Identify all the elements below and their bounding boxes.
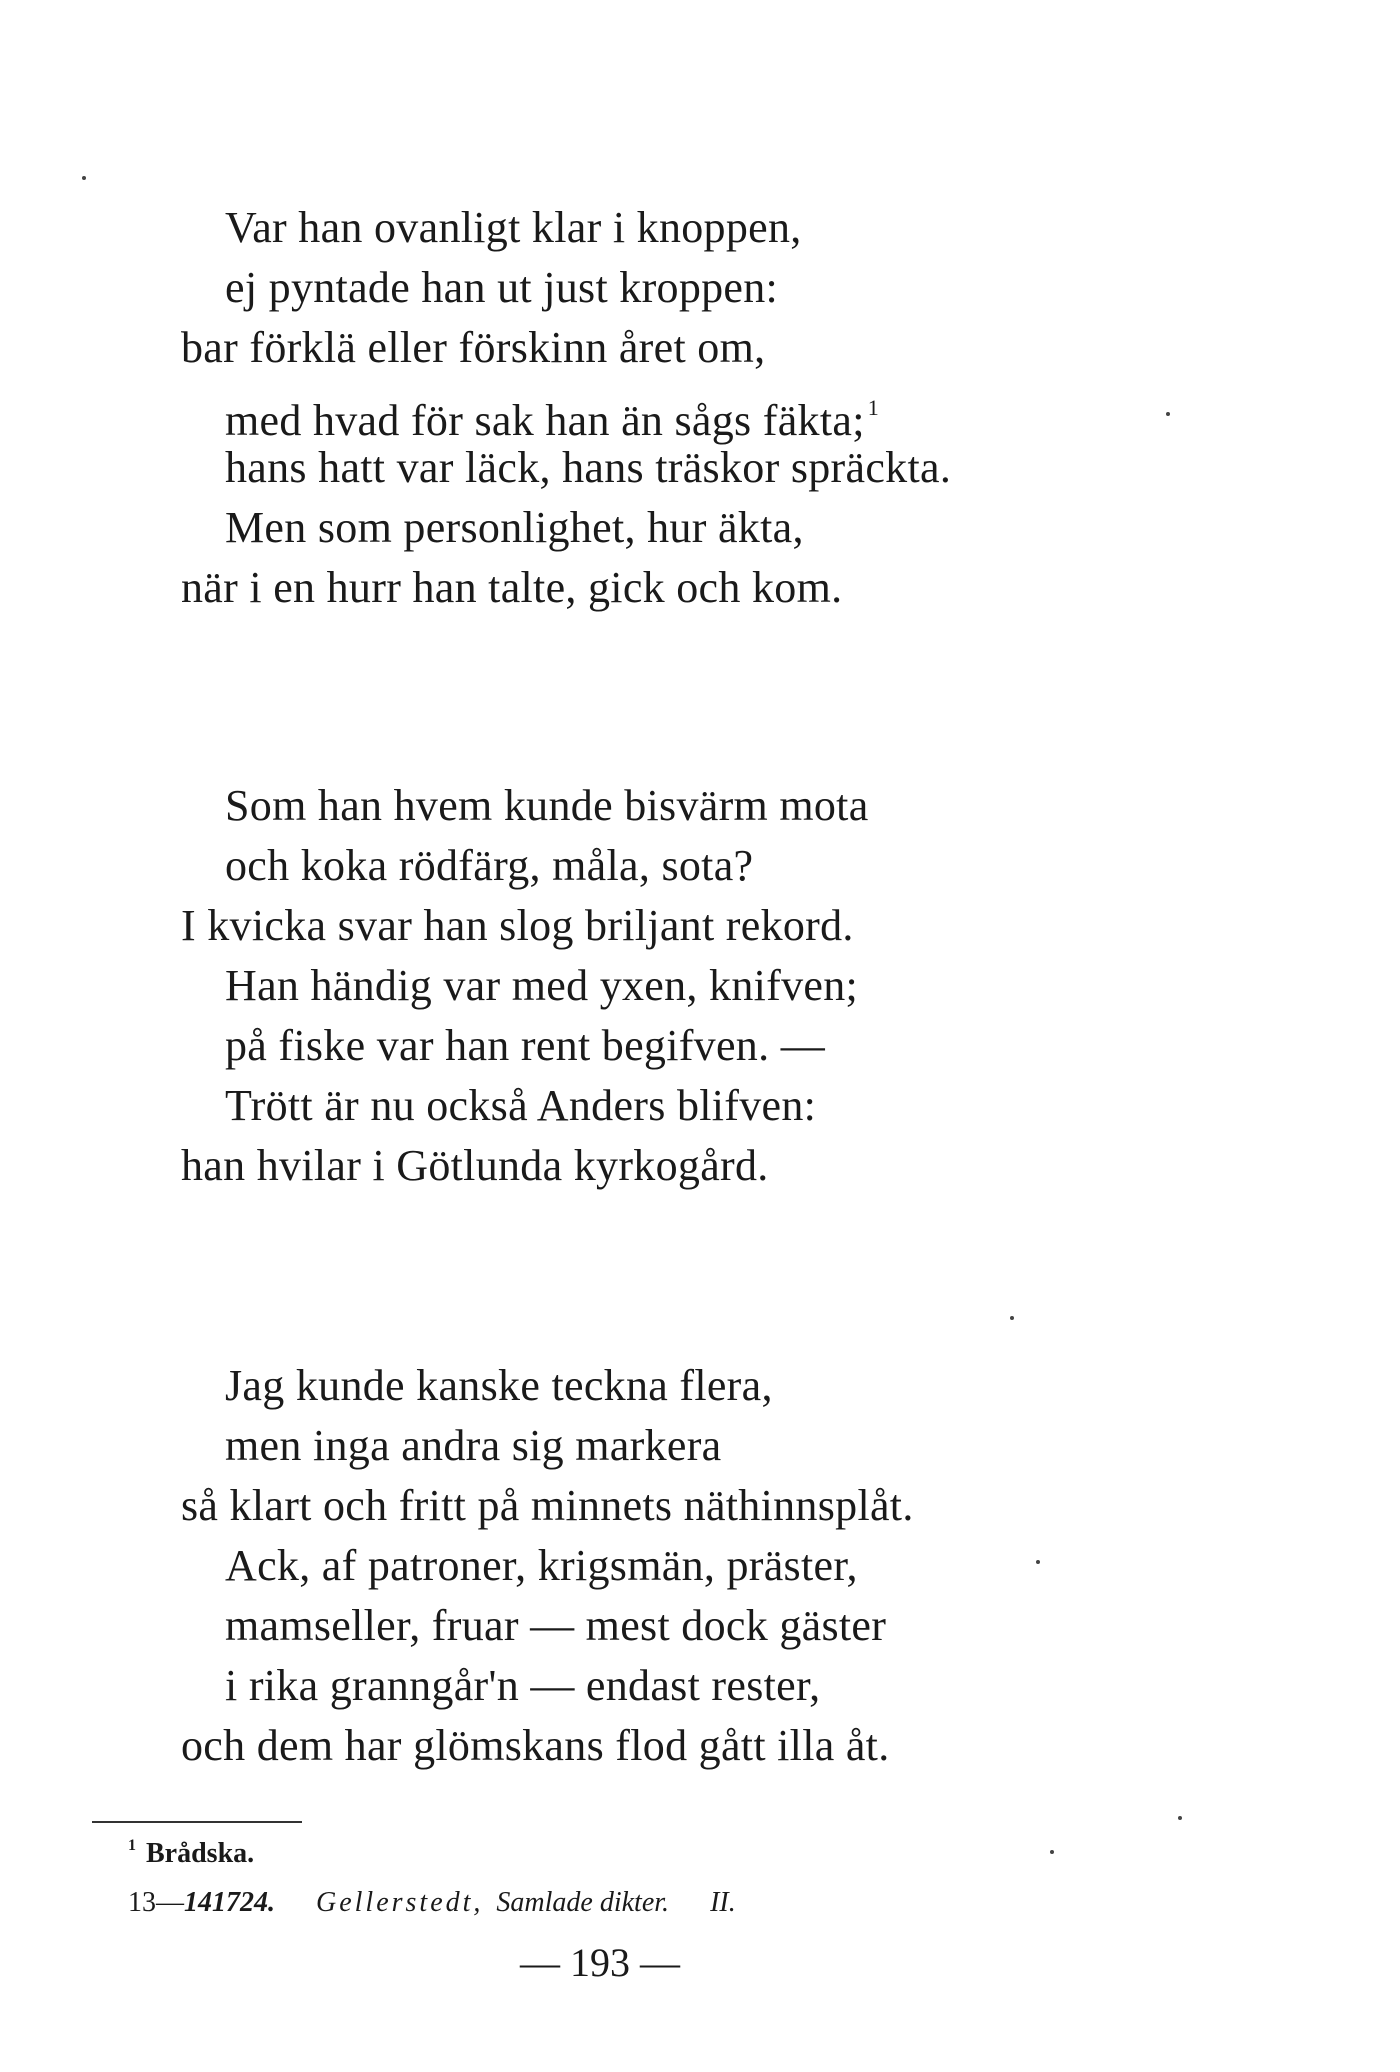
verse-line: Var han ovanligt klar i knoppen,: [225, 203, 802, 252]
verse-line: Men som personlighet, hur äkta,: [225, 503, 804, 552]
verse-line: på fiske var han rent begifven. —: [225, 1021, 826, 1070]
signature-author: Gellerstedt,: [316, 1887, 484, 1918]
footnote-divider: [92, 1821, 302, 1823]
footnote-text: Brådska.: [146, 1838, 255, 1869]
verse-line: och koka rödfärg, måla, sota?: [225, 841, 754, 890]
signature-volume: II.: [710, 1887, 736, 1918]
scan-speck: [1050, 1850, 1054, 1854]
verse-line: ej pyntade han ut just kroppen:: [225, 263, 779, 312]
footnote-reference[interactable]: 1: [867, 395, 880, 420]
verse-line: i rika granngår'n — endast rester,: [225, 1661, 821, 1710]
scan-speck: [1166, 412, 1170, 416]
verse-line: Jag kunde kanske teckna flera,: [225, 1361, 773, 1410]
verse-line: Som han hvem kunde bisvärm mota: [225, 781, 869, 830]
verse-line: Han händig var med yxen, knifven;: [225, 961, 859, 1010]
verse-line: så klart och fritt på minnets näthinnsplåt.: [181, 1481, 914, 1530]
verse-line: Ack, af patroner, krigsmän, präster,: [225, 1541, 858, 1590]
verse-line: han hvilar i Götlunda kyrkogård.: [181, 1141, 769, 1190]
verse-line: mamseller, fruar — mest dock gäster: [225, 1601, 887, 1650]
footnote: [128, 1826, 254, 1874]
verse-line: när i en hurr han talte, gick och kom.: [181, 563, 843, 612]
verse-line-text: med hvad för sak han än sågs fäkta;: [225, 396, 865, 445]
scan-speck: [1178, 1816, 1182, 1820]
footnote-mark: 1: [128, 1837, 136, 1854]
page-number: — 193 —: [520, 1940, 680, 1985]
verse-line: och dem har glömskans flod gått illa åt.: [181, 1721, 890, 1770]
verse-line: I kvicka svar han slog briljant rekord.: [181, 901, 854, 950]
verse-line: hans hatt var läck, hans träskor spräckta.: [225, 443, 952, 492]
verse-line: men inga andra sig markera: [225, 1421, 722, 1470]
scan-speck: [1036, 1560, 1040, 1564]
verse-line: Trött är nu också Anders blifven:: [225, 1081, 817, 1130]
scan-speck: [1010, 1316, 1014, 1320]
verse-line: bar förklä eller förskinn året om,: [181, 323, 766, 372]
scan-speck: [82, 176, 86, 180]
signature-title: Samlade dikter.: [496, 1887, 670, 1918]
printer-signature: [128, 1883, 736, 1923]
signature-code-prefix: 13—: [128, 1887, 184, 1918]
signature-code-number: 141724.: [184, 1887, 275, 1918]
